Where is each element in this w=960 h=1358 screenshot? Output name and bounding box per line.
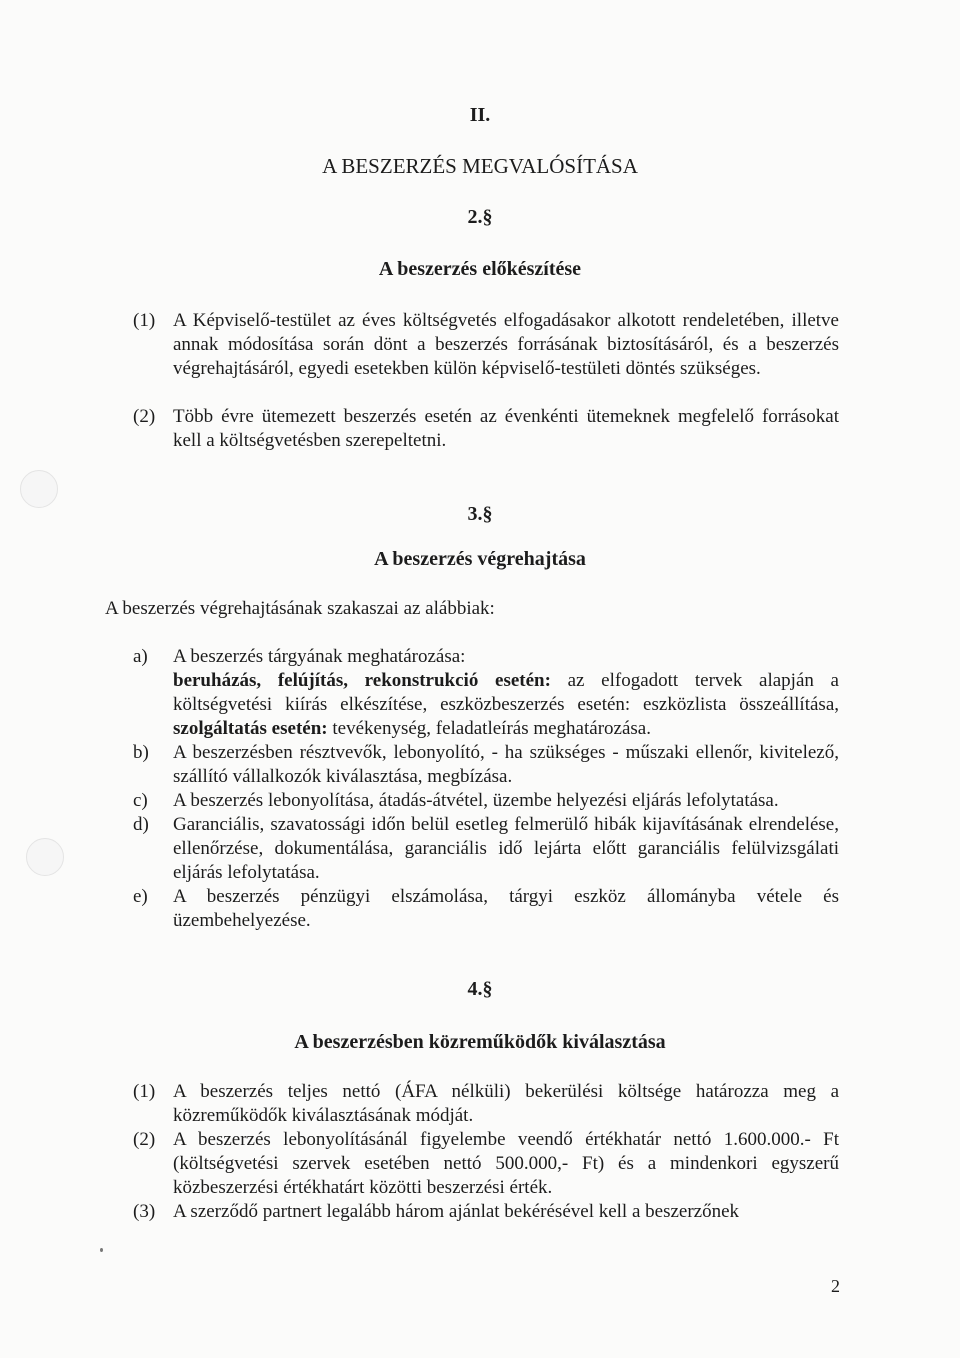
paragraph-text: A beszerzés lebonyolításánál figyelembe veendő értékhatár nettó 1.600.000.- Ft (költségvetési szervek esetében nettó 500.000,- Ft) és a mindenkori egyszerű közbeszerzési értékhatárt közötti beszerzési érték.	[173, 1129, 839, 1198]
list-item-label: c)	[133, 790, 148, 811]
section-2-number: 2.§	[467, 206, 493, 228]
list-item-label: a)	[133, 646, 148, 667]
section-4-paragraph-1	[133, 1080, 839, 1128]
list-item-text: az elfogadott tervek alapján a költségvetési kiírás elkészítése, eszközbeszerzés esetén: eszközlista összeállítása,	[173, 670, 839, 715]
chapter-title: A BESZERZÉS MEGVALÓSÍTÁSA	[322, 154, 638, 178]
paragraph-label: (1)	[133, 1081, 156, 1102]
list-item-label: e)	[133, 886, 148, 907]
bold-term: beruházás, felújítás, rekonstrukció esetén:	[173, 670, 551, 691]
list-item-c	[133, 789, 839, 813]
section-2-paragraph-2	[133, 405, 839, 453]
paragraph-label: (1)	[133, 310, 156, 331]
list-item-text: A beszerzés lebonyolítása, átadás-átvétel, üzembe helyezési eljárás lefolytatása.	[173, 790, 779, 811]
paragraph-label: (3)	[133, 1201, 156, 1222]
list-item-label: d)	[133, 814, 149, 835]
section-2-paragraphs	[133, 309, 839, 453]
paragraph-label: (2)	[133, 1129, 156, 1150]
list-item-a	[133, 645, 839, 741]
section-4-paragraphs	[133, 1080, 839, 1224]
section-4-heading: A beszerzésben közreműködők kiválasztása	[294, 1031, 666, 1053]
list-item-label: b)	[133, 742, 149, 763]
paragraph-text: A szerződő partnert legalább három ajánlat bekérésével kell a beszerzőnek	[173, 1201, 740, 1222]
list-item-text: Garanciális, szavatossági időn belül esetleg felmerülő hibák kijavításának elrendelése, ellenőrzése, dokumentálása, garanciális idő lejárta előtt garanciális felülvizsgálati eljárás lefolytatása.	[173, 814, 839, 883]
paragraph-label: (2)	[133, 406, 156, 427]
section-3-number: 3.§	[467, 503, 493, 525]
page-number: 2	[831, 1276, 840, 1296]
section-4-paragraph-2	[133, 1128, 839, 1200]
section-4-number: 4.§	[467, 978, 493, 1000]
bold-term: szolgáltatás esetén:	[173, 718, 328, 739]
section-3-list	[133, 645, 839, 933]
list-item-text: A beszerzésben résztvevők, lebonyolító, - ha szükséges - műszaki ellenőr, kivitelező, szállító vállalkozók kiválasztása, megbízása.	[173, 742, 839, 787]
section-4-paragraph-3	[133, 1200, 839, 1224]
scan-speck	[100, 1248, 103, 1252]
list-item-b	[133, 741, 839, 789]
paragraph-text: A Képviselő-testület az éves költségvetés elfogadásakor alkotott rendeletében, illetve annak módosítása során dönt a beszerzés forrásának biztosításáról, és a beszerzés végrehajtásáról, egyedi esetekben külön képviselő-testületi döntés szükséges.	[173, 310, 839, 379]
list-item-e	[133, 885, 839, 933]
paragraph-text: Több évre ütemezett beszerzés esetén az évenkénti ütemeknek megfelelő forrásokat kell a költségvetésben szerepeltetni.	[173, 406, 839, 451]
list-item-d	[133, 813, 839, 885]
list-item-heading: A beszerzés tárgyának meghatározása:	[173, 646, 466, 667]
chapter-number: II.	[469, 104, 491, 126]
section-3-heading: A beszerzés végrehajtása	[374, 548, 586, 570]
list-item-text: A beszerzés pénzügyi elszámolása, tárgyi eszköz állományba vétele és üzembehelyezése.	[173, 886, 839, 931]
paragraph-text: A beszerzés teljes nettó (ÁFA nélküli) bekerülési költsége határozza meg a közreműködők kiválasztásának módját.	[173, 1081, 839, 1126]
section-2-paragraph-1	[133, 309, 839, 381]
section-3-intro: A beszerzés végrehajtásának szakaszai az alábbiak:	[105, 598, 495, 619]
section-2-heading: A beszerzés előkészítése	[378, 258, 582, 280]
list-item-text: tevékenység, feladatleírás meghatározása.	[327, 718, 651, 739]
punch-hole-mark	[26, 838, 64, 876]
